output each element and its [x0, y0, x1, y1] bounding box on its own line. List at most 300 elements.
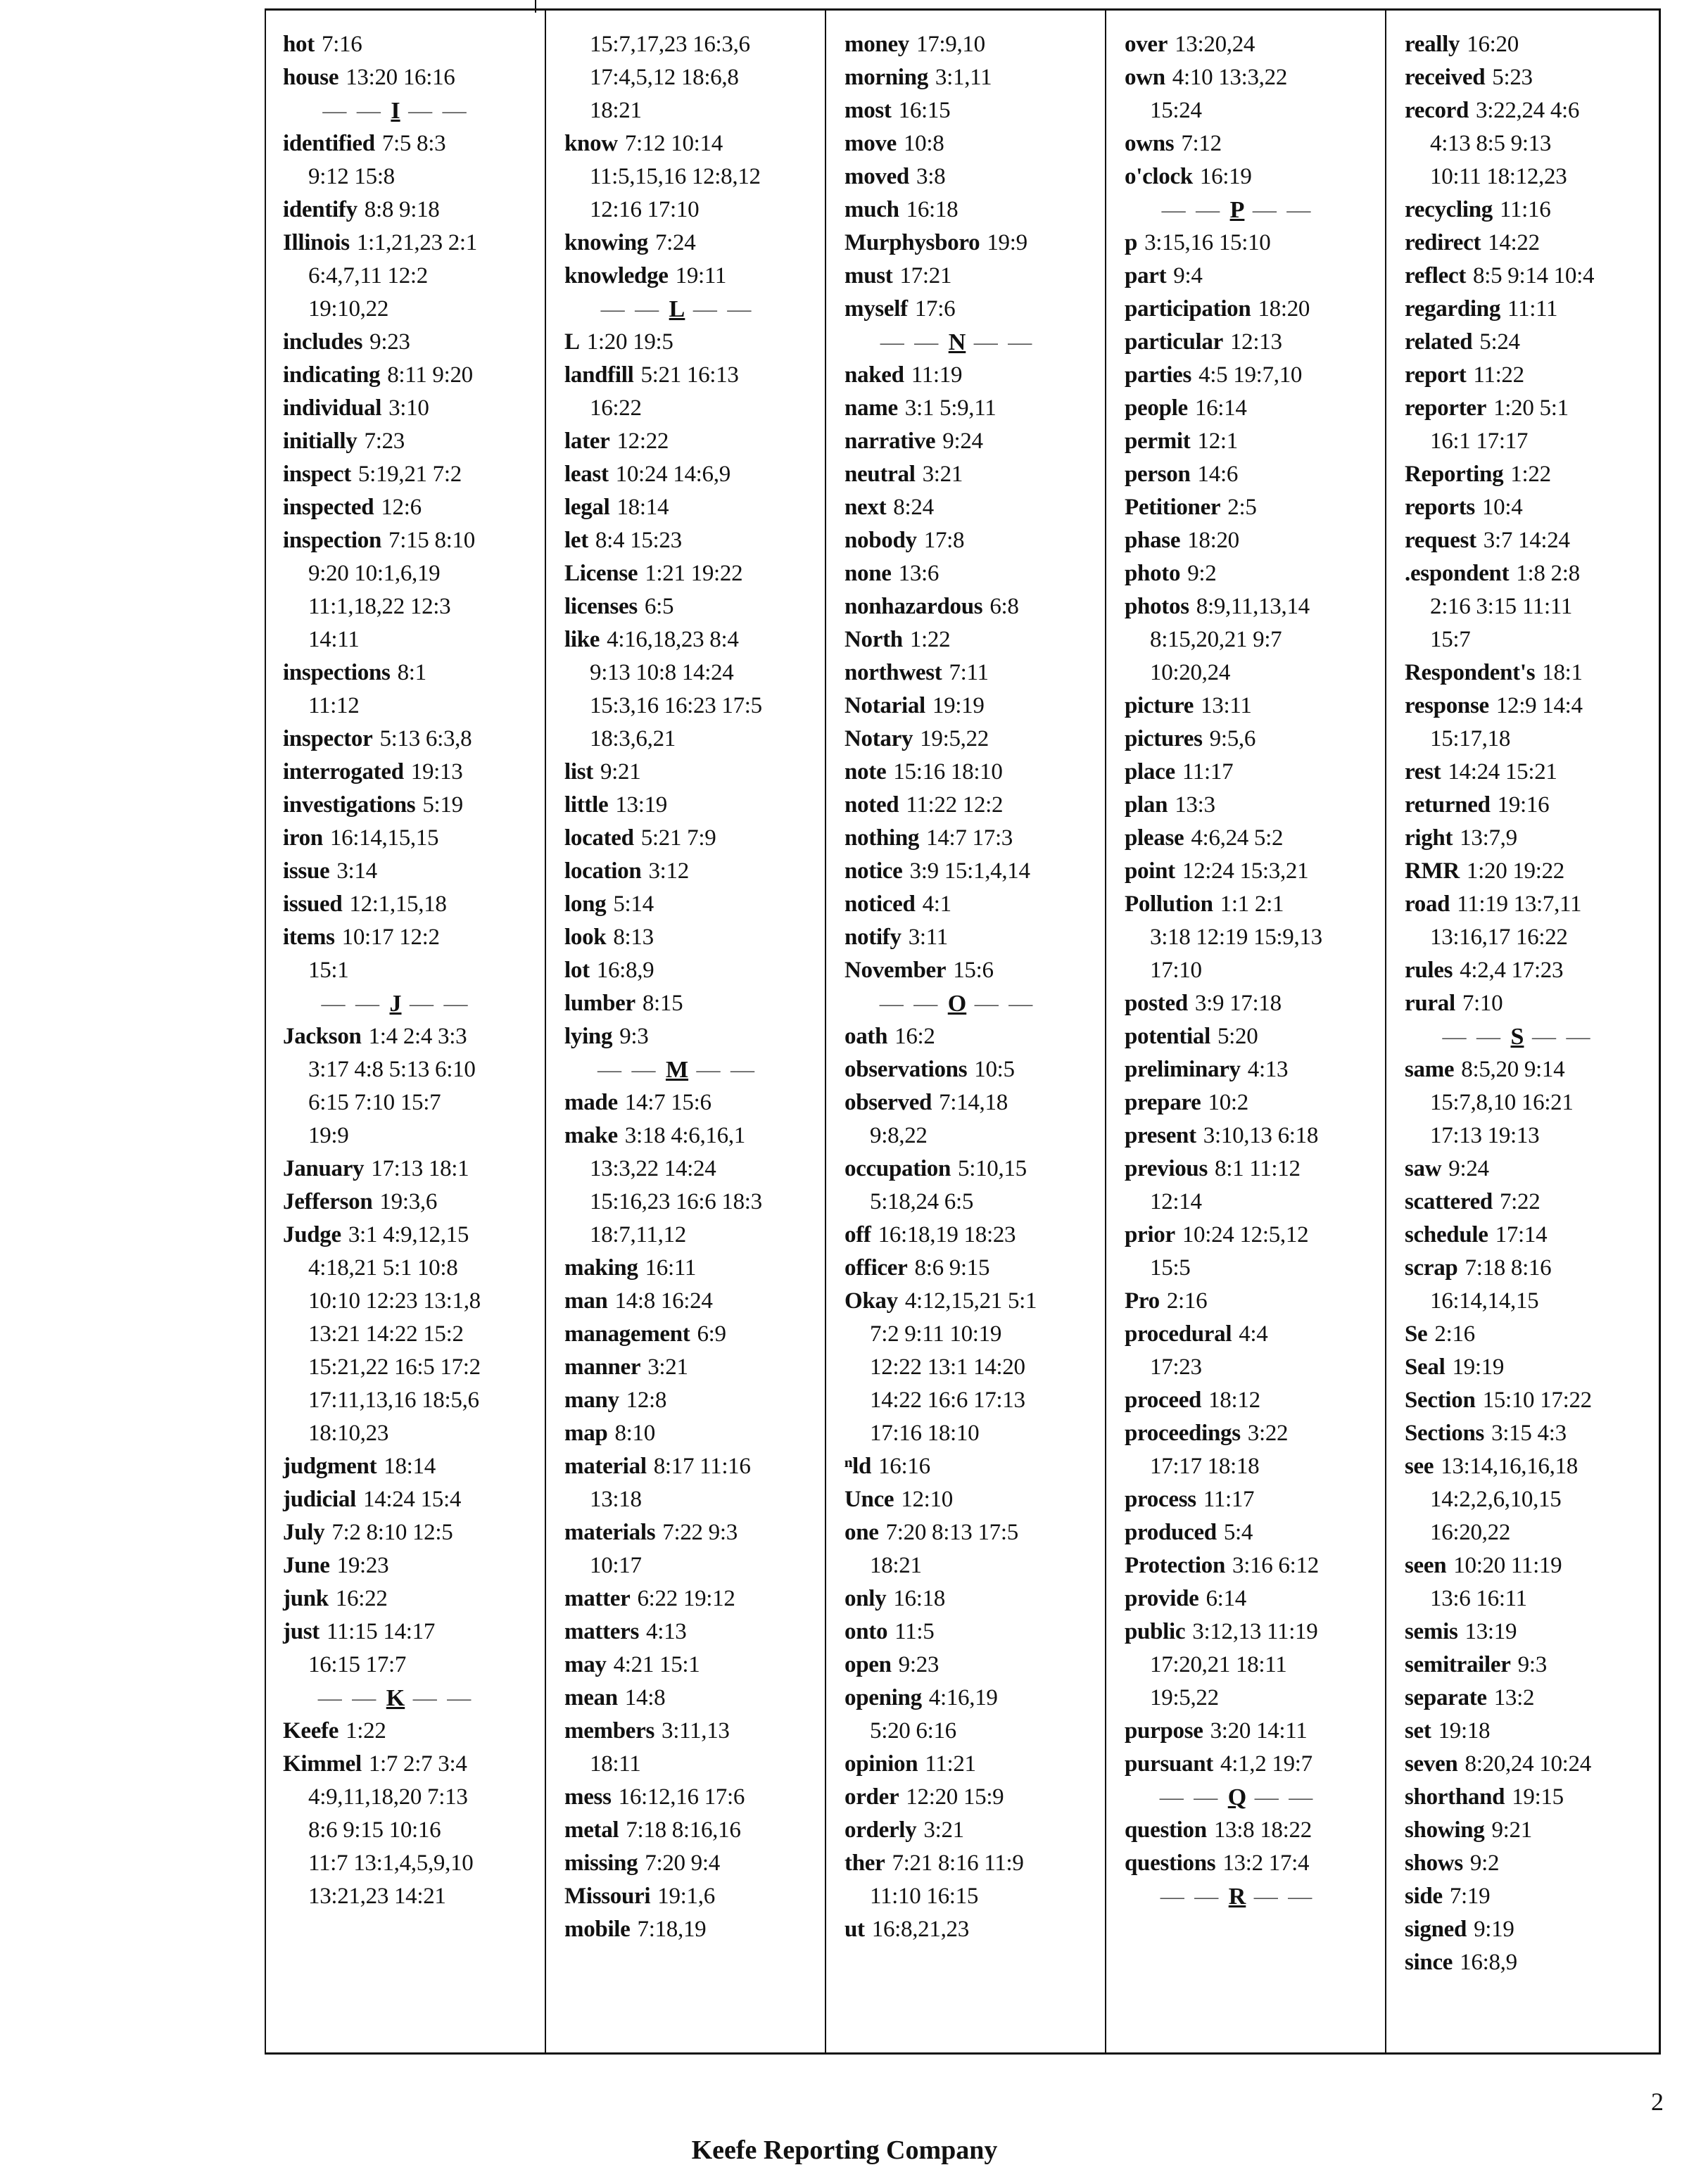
- page-line-references: 1:20 19:22: [1466, 858, 1565, 884]
- section-letter: P: [1229, 197, 1245, 223]
- page-line-references: 8:1: [397, 660, 426, 685]
- index-term: inspection: [283, 528, 382, 553]
- index-entry: [564, 822, 823, 855]
- index-term: owns: [1125, 131, 1175, 156]
- page-line-references: 16:8,21,23: [871, 1917, 969, 1942]
- index-entry: [1405, 1219, 1661, 1252]
- page-line-references: 14:7 17:3: [926, 825, 1013, 851]
- page-line-references: 3:22: [1247, 1421, 1289, 1446]
- index-entry: [1125, 723, 1384, 756]
- index-entry: [1405, 326, 1661, 359]
- index-entry: [283, 1582, 543, 1615]
- index-entry-continuation: 19:10,22: [308, 296, 389, 322]
- page-line-references: 11:19 13:7,11: [1457, 891, 1582, 917]
- page-line-references: 12:9 14:4: [1495, 693, 1583, 718]
- page-line-references: 12:10: [901, 1487, 953, 1512]
- index-term: Pro: [1125, 1288, 1160, 1314]
- index-entry-continuation: 13:21,23 14:21: [308, 1884, 446, 1909]
- page-line-references: 4:1: [922, 891, 951, 917]
- index-term: really: [1405, 32, 1460, 57]
- page-line-references: 18:14: [616, 495, 669, 520]
- page-line-references: 1:7 2:7 3:4: [368, 1751, 467, 1777]
- page-line-references: 18:14: [384, 1454, 436, 1479]
- page-line-references: 11:16: [1499, 197, 1551, 222]
- page-line-references: 5:14: [613, 891, 654, 917]
- page-line-references: 6:22 19:12: [637, 1586, 735, 1611]
- letter-section-heading: [844, 987, 1070, 1020]
- page-line-references: 5:21 16:13: [640, 362, 739, 388]
- index-term: Pollution: [1125, 891, 1213, 917]
- page-line-references: 8:8 9:18: [364, 197, 440, 222]
- index-entry: [1125, 425, 1384, 458]
- index-entry-continuation: 15:17,18: [1430, 726, 1511, 751]
- page-line-references: 3:14: [336, 858, 377, 884]
- page-line-references: 18:20: [1258, 296, 1310, 322]
- index-term: L: [564, 329, 580, 355]
- heading-rule: — —: [1160, 1884, 1229, 1910]
- index-term: least: [564, 462, 609, 487]
- heading-rule: — —: [685, 296, 754, 322]
- page-line-references: 8:5 9:14 10:4: [1473, 263, 1595, 288]
- page-line-references: 11:15 14:17: [326, 1619, 436, 1644]
- index-term: licenses: [564, 594, 638, 619]
- index-term: look: [564, 925, 607, 950]
- index-term: showing: [1405, 1817, 1485, 1843]
- index-entry-continuation: 16:14,14,15: [1430, 1288, 1539, 1314]
- page-line-references: 8:24: [893, 495, 934, 520]
- index-entry-continuation: 9:12 15:8: [308, 164, 395, 189]
- index-term: Jackson: [283, 1024, 362, 1049]
- index-entry: [283, 656, 543, 690]
- index-term: since: [1405, 1950, 1453, 1975]
- index-entry-continuation: 9:8,22: [870, 1123, 928, 1148]
- index-entry-continuation: 13:16,17 16:22: [1430, 925, 1568, 950]
- heading-rule: — —: [400, 98, 469, 124]
- index-entry: [564, 1615, 823, 1649]
- index-entry-continuation: 11:10 16:15: [870, 1884, 979, 1909]
- index-entry: [564, 1450, 823, 1483]
- index-term: rural: [1405, 991, 1455, 1016]
- index-entry: [844, 756, 1103, 789]
- page-line-references: 12:24 15:3,21: [1182, 858, 1309, 884]
- index-term: material: [564, 1454, 647, 1479]
- page-line-references: 3:16 6:12: [1232, 1553, 1319, 1578]
- index-term: pictures: [1125, 726, 1203, 751]
- index-term: know: [564, 131, 618, 156]
- index-entry: [283, 458, 543, 491]
- index-term: scattered: [1405, 1189, 1493, 1214]
- index-entry: [844, 193, 1103, 227]
- page-line-references: 14:22: [1488, 230, 1540, 255]
- index-term: neutral: [844, 462, 916, 487]
- page-line-references: 10:5: [974, 1057, 1015, 1082]
- page-line-references: 2:16: [1434, 1321, 1475, 1347]
- index-term: particular: [1125, 329, 1223, 355]
- index-entry: [283, 921, 543, 954]
- index-entry: [564, 1516, 823, 1549]
- index-term: opening: [844, 1685, 922, 1710]
- index-entry-continuation: 18:11: [590, 1751, 641, 1777]
- index-entry: [564, 326, 823, 359]
- index-term: interrogated: [283, 759, 404, 785]
- index-entry: [564, 987, 823, 1020]
- index-entry: [564, 888, 823, 921]
- index-column-2: [545, 8, 823, 2055]
- index-entry: [844, 1086, 1103, 1119]
- index-term: semitrailer: [1405, 1652, 1511, 1677]
- index-term: map: [564, 1421, 608, 1446]
- page-line-references: 19:23: [336, 1553, 389, 1578]
- index-term: .espondent: [1405, 561, 1510, 586]
- index-term: over: [1125, 32, 1168, 57]
- index-term: hot: [283, 32, 315, 57]
- section-letter: L: [669, 296, 685, 322]
- page-number: 2: [1651, 2088, 1664, 2116]
- page-line-references: 5:13 6:3,8: [379, 726, 472, 751]
- index-entry-continuation: 12:22 13:1 14:20: [870, 1354, 1025, 1380]
- page-line-references: 3:12,13 11:19: [1192, 1619, 1318, 1644]
- page-line-references: 8:9,11,13,14: [1196, 594, 1310, 619]
- index-entry-continuation: 17:23: [1150, 1354, 1202, 1380]
- page-line-references: 17:21: [899, 263, 952, 288]
- index-entry: [283, 1219, 543, 1252]
- index-entry: [1405, 392, 1661, 425]
- index-term: indicating: [283, 362, 381, 388]
- index-entry: [1405, 359, 1661, 392]
- index-term: nobody: [844, 528, 917, 553]
- letter-section-heading: [1125, 1781, 1350, 1814]
- index-entry-continuation: 18:10,23: [308, 1421, 389, 1446]
- page-line-references: 7:15 8:10: [388, 528, 475, 553]
- index-term: photos: [1125, 594, 1189, 619]
- index-entry-continuation: 3:18 12:19 15:9,13: [1150, 925, 1322, 950]
- index-entry: [564, 921, 823, 954]
- index-term: reflect: [1405, 263, 1467, 288]
- page-line-references: 1:22: [1510, 462, 1551, 487]
- page-line-references: 4:6,24 5:2: [1191, 825, 1284, 851]
- index-entry-continuation: 16:15 17:7: [308, 1652, 407, 1677]
- index-term: schedule: [1405, 1222, 1488, 1247]
- section-letter: S: [1510, 1024, 1524, 1050]
- index-entry: [1405, 656, 1661, 690]
- index-entry: [564, 458, 823, 491]
- heading-rule: — —: [966, 991, 1035, 1017]
- heading-rule: — —: [317, 1685, 386, 1711]
- heading-rule: — —: [966, 329, 1035, 355]
- index-entry: [564, 1913, 823, 1946]
- index-term: people: [1125, 395, 1188, 421]
- index-entry-continuation: 8:15,20,21 9:7: [1150, 627, 1282, 652]
- index-term: Illinois: [283, 230, 350, 255]
- index-term: make: [564, 1123, 618, 1148]
- page-line-references: 19:18: [1438, 1718, 1491, 1744]
- page-line-references: 4:5 19:7,10: [1198, 362, 1303, 388]
- page-line-references: 18:12: [1208, 1388, 1260, 1413]
- index-entry: [1405, 293, 1661, 326]
- index-term: includes: [283, 329, 363, 355]
- index-entry: [564, 1682, 823, 1715]
- index-entry: [564, 1649, 823, 1682]
- index-entry: [283, 193, 543, 227]
- index-term: materials: [564, 1520, 656, 1545]
- index-term: previous: [1125, 1156, 1208, 1181]
- page-line-references: 9:19: [1474, 1917, 1514, 1942]
- index-entry-continuation: 15:3,16 16:23 17:5: [590, 693, 762, 718]
- index-term: p: [1125, 230, 1138, 255]
- index-term: initially: [283, 428, 358, 454]
- index-entry: [844, 557, 1103, 590]
- index-term: pursuant: [1125, 1751, 1213, 1777]
- heading-rule: — —: [880, 329, 949, 355]
- index-term: only: [844, 1586, 887, 1611]
- index-term: Okay: [844, 1288, 898, 1314]
- index-term: ⁿld: [844, 1454, 872, 1479]
- page-line-references: 16:22: [335, 1586, 388, 1611]
- index-term: matter: [564, 1586, 631, 1611]
- index-entry: [1125, 1847, 1384, 1880]
- page-line-references: 7:18,19: [637, 1917, 707, 1942]
- page-line-references: 3:1,11: [935, 65, 992, 90]
- index-entry: [1125, 1086, 1384, 1119]
- index-entry: [1405, 822, 1661, 855]
- heading-rule: — —: [322, 98, 391, 124]
- index-entry: [844, 359, 1103, 392]
- index-term: November: [844, 958, 947, 983]
- index-term: question: [1125, 1817, 1207, 1843]
- index-term: Sections: [1405, 1421, 1485, 1446]
- page-line-references: 10:8: [903, 131, 944, 156]
- page-line-references: 5:20: [1217, 1024, 1258, 1049]
- page-line-references: 5:19,21 7:2: [358, 462, 462, 487]
- page-line-references: 16:20: [1467, 32, 1519, 57]
- index-term: present: [1125, 1123, 1196, 1148]
- page-line-references: 5:24: [1479, 329, 1520, 355]
- index-term: judgment: [283, 1454, 377, 1479]
- index-term: knowing: [564, 230, 648, 255]
- index-entry: [844, 888, 1103, 921]
- page-line-references: 1:20 5:1: [1493, 395, 1569, 421]
- index-entry-continuation: 11:1,18,22 12:3: [308, 594, 451, 619]
- index-entry: [844, 392, 1103, 425]
- index-entry: [1125, 458, 1384, 491]
- heading-rule: — —: [1159, 1784, 1228, 1810]
- index-term: signed: [1405, 1917, 1467, 1942]
- index-entry: [1125, 61, 1384, 94]
- page-line-references: 12:20 15:9: [906, 1784, 1004, 1810]
- page-line-references: 12:22: [616, 428, 669, 454]
- page-line-references: 14:24 15:4: [362, 1487, 462, 1512]
- section-letter: N: [948, 329, 966, 355]
- page-line-references: 3:11,13: [662, 1718, 730, 1744]
- index-entry: [844, 61, 1103, 94]
- index-term: issued: [283, 891, 343, 917]
- page-line-references: 2:16: [1166, 1288, 1208, 1314]
- index-term: rules: [1405, 958, 1453, 983]
- index-term: location: [564, 858, 642, 884]
- index-term: saw: [1405, 1156, 1442, 1181]
- index-entry-continuation: 11:5,15,16 12:8,12: [590, 164, 761, 189]
- page-line-references: 9:4: [1173, 263, 1203, 288]
- page-line-references: 12:13: [1229, 329, 1282, 355]
- page-line-references: 7:20 8:13 17:5: [885, 1520, 1018, 1545]
- index-term: Notary: [844, 726, 913, 751]
- index-term: public: [1125, 1619, 1186, 1644]
- index-term: like: [564, 627, 600, 652]
- index-entry-continuation: 13:21 14:22 15:2: [308, 1321, 464, 1347]
- index-entry: [283, 1615, 543, 1649]
- index-term: response: [1405, 693, 1489, 718]
- index-entry: [564, 855, 823, 888]
- index-entry-continuation: 7:2 9:11 10:19: [870, 1321, 1002, 1347]
- page-line-references: 3:10: [388, 395, 429, 421]
- index-entry-continuation: 4:18,21 5:1 10:8: [308, 1255, 458, 1281]
- page-line-references: 16:15: [898, 98, 951, 123]
- index-entry: [1405, 28, 1661, 61]
- page-line-references: 13:3: [1175, 792, 1215, 818]
- index-entry: [1405, 1880, 1661, 1913]
- page-line-references: 17:14: [1495, 1222, 1548, 1247]
- index-entry-continuation: 3:17 4:8 5:13 6:10: [308, 1057, 476, 1082]
- index-term: northwest: [844, 660, 942, 685]
- page-line-references: 7:12 10:14: [624, 131, 723, 156]
- index-entry: [1125, 392, 1384, 425]
- index-entry: [844, 921, 1103, 954]
- index-entry: [564, 1582, 823, 1615]
- index-entry-continuation: 15:21,22 16:5 17:2: [308, 1354, 481, 1380]
- page-line-references: 4:12,15,21 5:1: [904, 1288, 1037, 1314]
- page-line-references: 4:13: [646, 1619, 687, 1644]
- index-entry: [1405, 491, 1661, 524]
- index-term: note: [844, 759, 887, 785]
- index-entry: [283, 491, 543, 524]
- index-entry: [1405, 1649, 1661, 1682]
- heading-rule: — —: [1442, 1024, 1511, 1050]
- index-entry: [1405, 1946, 1661, 1979]
- index-entry: [844, 1748, 1103, 1781]
- page-line-references: 8:17 11:16: [653, 1454, 751, 1479]
- index-entry: [564, 524, 823, 557]
- index-column-5: [1385, 8, 1661, 2055]
- page-line-references: 5:19: [422, 792, 463, 818]
- index-term: Missouri: [564, 1884, 651, 1909]
- index-term: much: [844, 197, 899, 222]
- index-entry: [1405, 1351, 1661, 1384]
- index-entry: [283, 1715, 543, 1748]
- page-line-references: 1:20 19:5: [586, 329, 673, 355]
- index-entry: [1405, 1450, 1661, 1483]
- index-entry: [844, 954, 1103, 987]
- index-term: proceed: [1125, 1388, 1202, 1413]
- index-term: landfill: [564, 362, 634, 388]
- index-entry: [844, 1450, 1103, 1483]
- index-term: photo: [1125, 561, 1181, 586]
- index-entry: [844, 1020, 1103, 1053]
- index-entry-continuation: 17:13 19:13: [1430, 1123, 1540, 1148]
- page-line-references: 10:2: [1208, 1090, 1248, 1115]
- page-line-references: 4:16,19: [928, 1685, 998, 1710]
- index-entry: [283, 888, 543, 921]
- index-term: junk: [283, 1586, 329, 1611]
- page-line-references: 4:21 15:1: [613, 1652, 700, 1677]
- heading-rule: — —: [1246, 1784, 1315, 1810]
- page-line-references: 16:14: [1194, 395, 1247, 421]
- index-entry: [283, 1020, 543, 1053]
- index-entry: [844, 1682, 1103, 1715]
- page-line-references: 13:2: [1493, 1685, 1535, 1710]
- page-line-references: 3:12: [648, 858, 689, 884]
- index-entry: [1125, 590, 1384, 623]
- page-line-references: 18:1: [1542, 660, 1583, 685]
- page-line-references: 16:11: [645, 1255, 697, 1281]
- index-entry-continuation: 11:7 13:1,4,5,9,10: [308, 1850, 474, 1876]
- page-line-references: 13:14,16,16,18: [1441, 1454, 1578, 1479]
- page-line-references: 3:15,16 15:10: [1144, 230, 1271, 255]
- page-line-references: 4:1,2 19:7: [1220, 1751, 1312, 1777]
- page-line-references: 13:20,24: [1175, 32, 1255, 57]
- index-term: missing: [564, 1850, 638, 1876]
- page-line-references: 3:22,24 4:6: [1476, 98, 1580, 123]
- index-term: seen: [1405, 1553, 1447, 1578]
- index-entry-continuation: 17:10: [1150, 958, 1202, 983]
- index-entry: [564, 127, 823, 160]
- index-entry-continuation: 15:7,8,10 16:21: [1430, 1090, 1574, 1115]
- index-entry: [1125, 1549, 1384, 1582]
- index-term: notify: [844, 925, 902, 950]
- page-line-references: 7:14,18: [939, 1090, 1008, 1115]
- page-line-references: 9:2: [1187, 561, 1217, 586]
- index-entry: [1405, 1847, 1661, 1880]
- index-term: move: [844, 131, 897, 156]
- index-term: point: [1125, 858, 1175, 884]
- page-line-references: 17:13 18:1: [371, 1156, 469, 1181]
- page-line-references: 7:18 8:16: [1465, 1255, 1552, 1281]
- index-term: proceedings: [1125, 1421, 1241, 1446]
- index-entry: [283, 756, 543, 789]
- index-entry: [1405, 557, 1661, 590]
- index-entry-continuation: 13:18: [590, 1487, 642, 1512]
- index-entry: [283, 855, 543, 888]
- index-term: inspect: [283, 462, 351, 487]
- index-entry-continuation: 18:21: [590, 98, 642, 123]
- page-line-references: 3:11: [908, 925, 948, 950]
- page-line-references: 3:21: [922, 462, 963, 487]
- index-entry: [1125, 1153, 1384, 1186]
- page-line-references: 5:23: [1492, 65, 1533, 90]
- index-term: long: [564, 891, 607, 917]
- index-entry-continuation: 9:13 10:8 14:24: [590, 660, 734, 685]
- index-term: separate: [1405, 1685, 1487, 1710]
- index-term: orderly: [844, 1817, 917, 1843]
- index-entry: [1405, 1053, 1661, 1086]
- index-term: making: [564, 1255, 638, 1281]
- index-entry: [1405, 888, 1661, 921]
- index-term: opinion: [844, 1751, 918, 1777]
- page-line-references: 19:16: [1497, 792, 1550, 818]
- index-entry: [564, 1384, 823, 1417]
- page-line-references: 7:20 9:4: [645, 1850, 720, 1876]
- index-entry-continuation: 14:22 16:6 17:13: [870, 1388, 1025, 1413]
- index-entry-continuation: 17:20,21 18:11: [1150, 1652, 1287, 1677]
- index-entry: [1405, 1252, 1661, 1285]
- page-line-references: 11:17: [1182, 759, 1234, 785]
- index-entry: [283, 789, 543, 822]
- page-line-references: 8:20,24 10:24: [1465, 1751, 1591, 1777]
- index-entry: [283, 1483, 543, 1516]
- page-line-references: 4:13: [1247, 1057, 1289, 1082]
- index-entry: [1405, 1913, 1661, 1946]
- page-line-references: 3:1 5:9,11: [904, 395, 997, 421]
- page-line-references: 16:18: [906, 197, 959, 222]
